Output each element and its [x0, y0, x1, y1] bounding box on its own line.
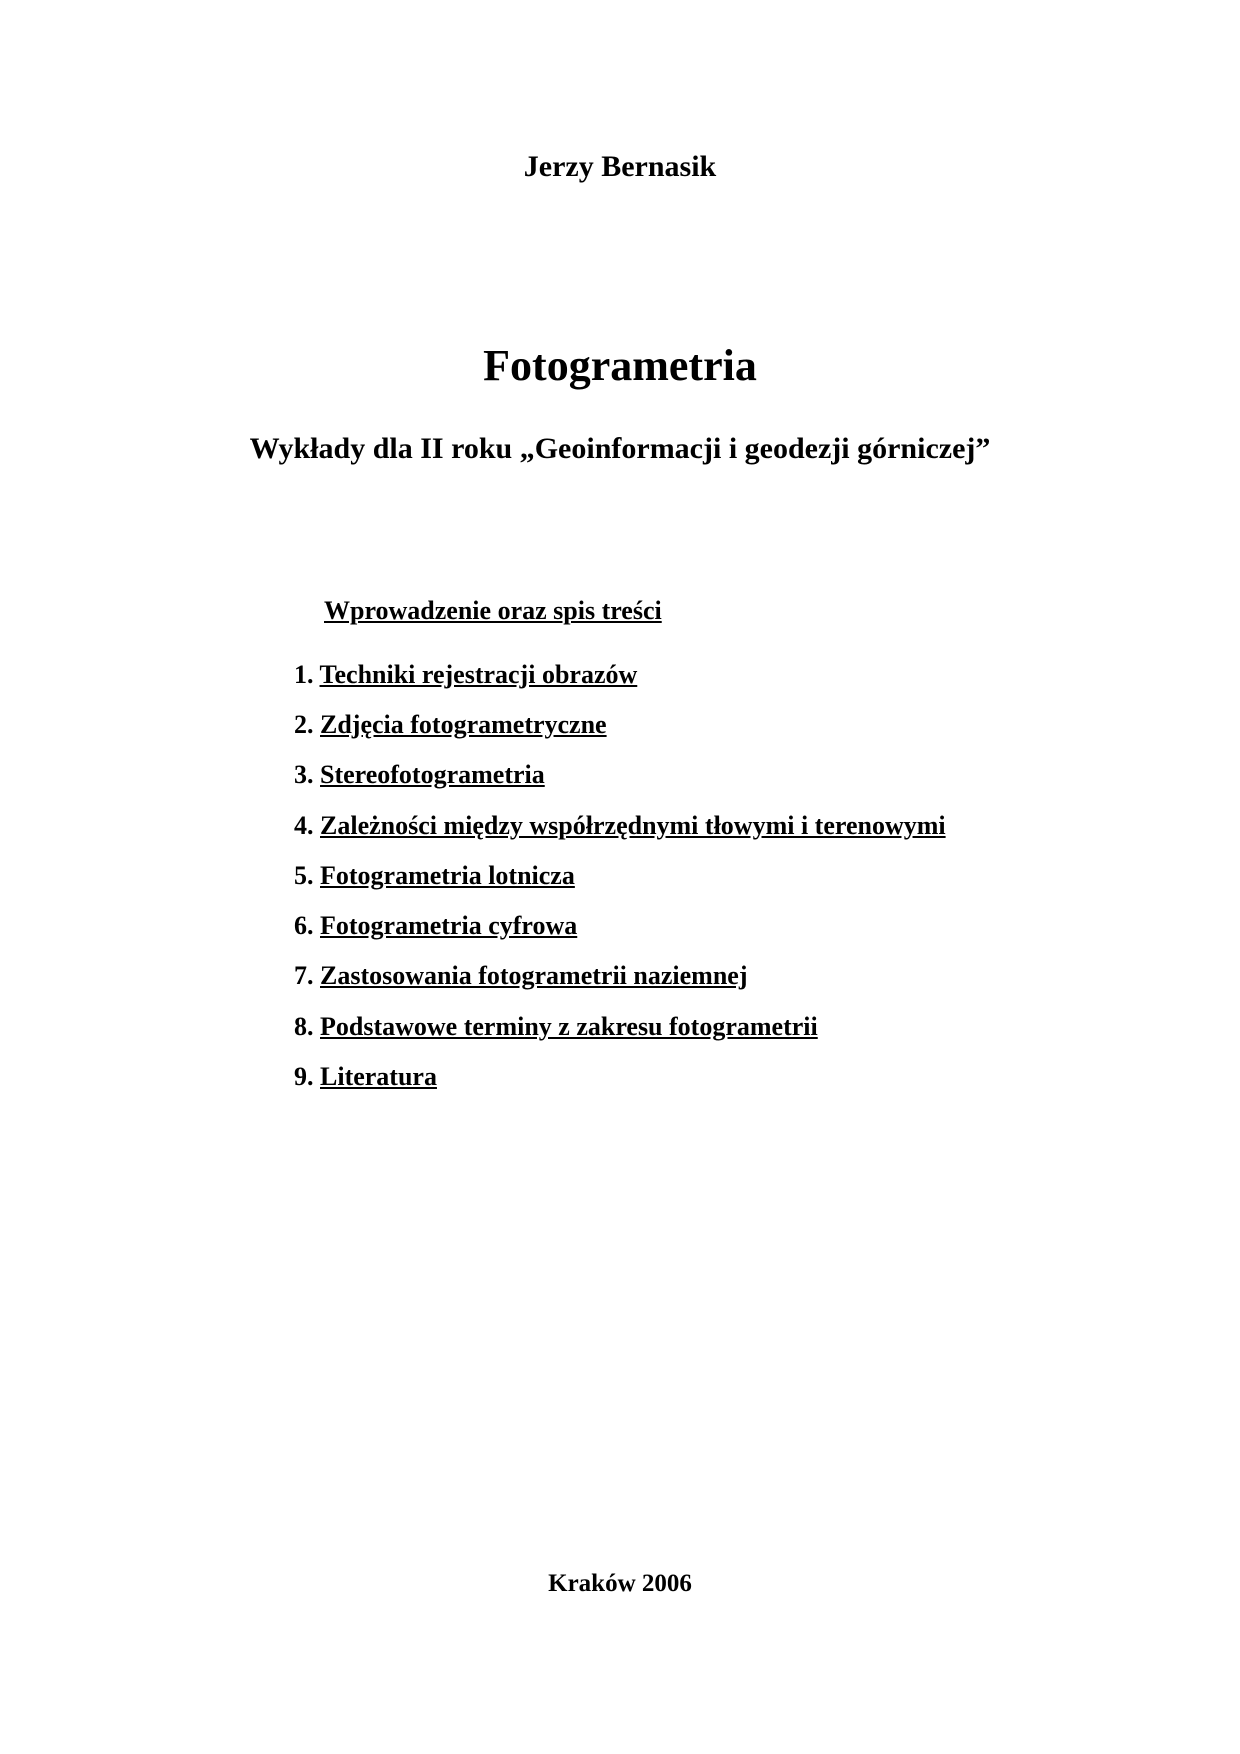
document-subtitle: Wykłady dla II roku „Geoinformacji i geodezji górniczej” — [249, 432, 991, 465]
toc-item-link[interactable]: Zdjęcia fotogrametryczne — [320, 710, 607, 739]
author-name: Jerzy Bernasik — [523, 150, 717, 183]
toc-item — [294, 961, 747, 991]
toc-item-link[interactable]: Literatura — [320, 1062, 437, 1091]
toc-item-number: 1. — [294, 660, 314, 689]
toc-heading-link[interactable]: Wprowadzenie oraz spis treści — [324, 596, 662, 625]
toc-item-number: 6. — [294, 911, 314, 940]
toc-item-number: 8. — [294, 1012, 314, 1041]
toc-item — [294, 811, 946, 841]
toc-item — [294, 660, 637, 690]
toc-item — [294, 861, 575, 891]
toc-item — [294, 760, 545, 790]
toc-item-link[interactable]: Techniki rejestracji obrazów — [319, 660, 638, 689]
document-title: Fotogrametria — [483, 341, 757, 390]
toc-item — [294, 710, 607, 740]
toc-item-number: 2. — [294, 710, 314, 739]
toc-item-number: 3. — [294, 760, 314, 789]
place-and-year: Kraków 2006 — [548, 1570, 692, 1597]
toc-item-number: 7. — [294, 961, 314, 990]
toc-item-link[interactable]: Zastosowania fotogrametrii naziemnej — [320, 961, 748, 990]
toc-item-number: 4. — [294, 811, 314, 840]
toc-item — [294, 1012, 818, 1042]
toc-item-link[interactable]: Podstawowe terminy z zakresu fotogrametrii — [320, 1012, 818, 1041]
toc-item — [294, 911, 577, 941]
toc-item-link[interactable]: Stereofotogrametria — [320, 760, 545, 789]
toc-item-link[interactable]: Zależności między współrzędnymi tłowymi i terenowymi — [320, 811, 946, 840]
toc-item-link[interactable]: Fotogrametria cyfrowa — [320, 911, 578, 940]
toc-item-link[interactable]: Fotogrametria lotnicza — [320, 861, 575, 890]
toc-item-number: 5. — [294, 861, 314, 890]
toc-item — [294, 1062, 437, 1092]
toc-item-number: 9. — [294, 1062, 314, 1091]
